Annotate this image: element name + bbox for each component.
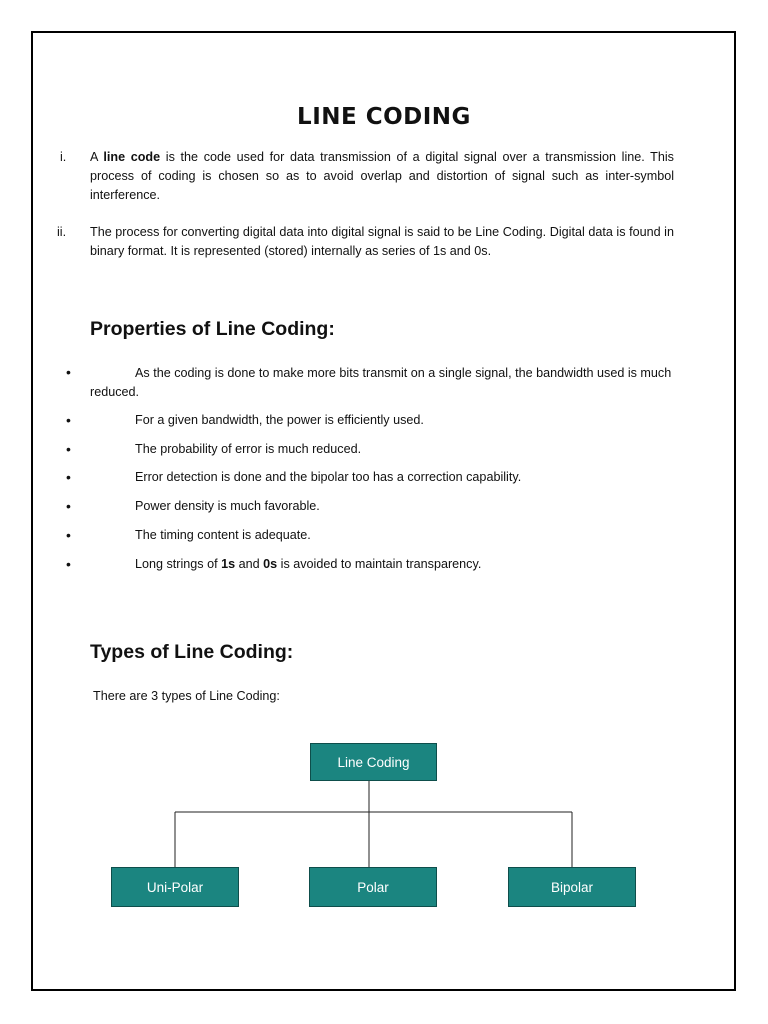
intro-item-2: The process for converting digital data into digital signal is said to be Line Coding. Digital data is found in binary format. It is represented (stored) internally as series of 1s and 0s. — [90, 225, 674, 258]
intro-item-1-text: is the code used for data transmission of a digital signal over a transmission line. This process of coding is chosen so as to avoid overlap and distortion of signal such as inter-symbol interference. — [90, 150, 674, 202]
diagram-node-polar: Polar — [309, 867, 437, 907]
intro-item-1-prefix: A — [90, 150, 104, 164]
bullet-icon: • — [66, 556, 71, 572]
properties-heading: Properties of Line Coding: — [90, 318, 335, 340]
property-item-text: For a given bandwidth, the power is efficiently used. — [135, 413, 424, 427]
diagram-node-line-coding: Line Coding — [310, 743, 437, 781]
bullet-icon: • — [66, 498, 71, 514]
bullet-icon: • — [66, 527, 71, 543]
bullet-icon: • — [66, 364, 71, 380]
property-item-text: Error detection is done and the bipolar too has a correction capability. — [135, 470, 522, 484]
bullet-icon: • — [66, 441, 71, 457]
types-intro: There are 3 types of Line Coding: — [93, 689, 280, 703]
property-item-text: Power density is much favorable. — [135, 499, 320, 513]
property-item-bold: 0s — [263, 557, 278, 571]
property-item-text: Long strings of — [135, 557, 222, 571]
intro-item-1-term: line code — [103, 150, 161, 164]
property-item-text: is avoided to maintain transparency. — [277, 557, 482, 571]
diagram-node-uni-polar: Uni-Polar — [111, 867, 239, 907]
diagram-node-bipolar: Bipolar — [508, 867, 636, 907]
bullet-icon: • — [66, 469, 71, 485]
property-item-text: and — [235, 557, 264, 571]
intro-item-number: i. — [60, 150, 67, 164]
intro-item-number: ii. — [57, 225, 67, 239]
property-item-bold: 1s — [221, 557, 236, 571]
property-item-text: The probability of error is much reduced. — [135, 442, 362, 456]
property-item-text: As the coding is done to make more bits transmit on a single signal, the bandwidth used is much reduced. — [90, 366, 672, 399]
property-item-text: The timing content is adequate. — [135, 528, 311, 542]
types-heading: Types of Line Coding: — [90, 641, 294, 663]
bullet-icon: • — [66, 412, 71, 428]
page-title: LINE CODING — [297, 104, 471, 130]
